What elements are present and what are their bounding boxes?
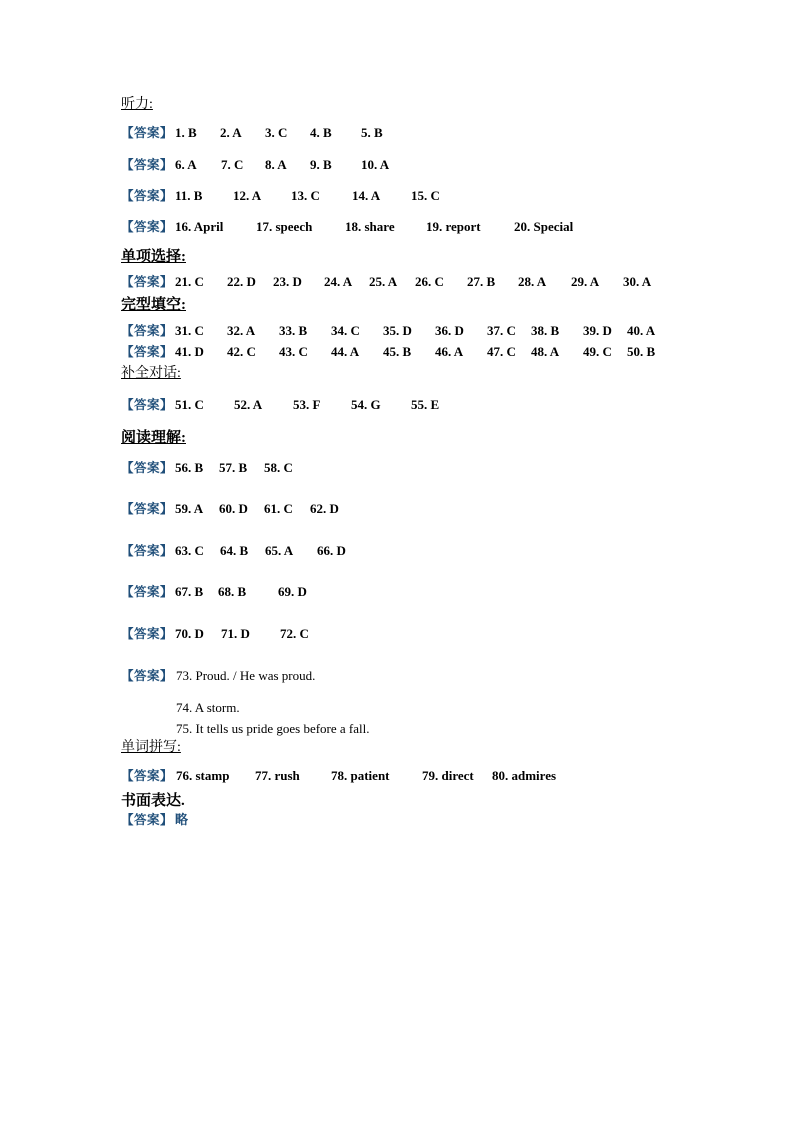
answer-item: 58. C	[264, 460, 293, 475]
answer-item: 17. speech	[256, 219, 313, 234]
answer-item: 60. D	[219, 501, 248, 516]
answer-item: 32. A	[227, 323, 256, 338]
answer-item: 18. share	[345, 219, 395, 234]
answer-tag: 【答案】	[121, 627, 174, 641]
answer-item: 20. Special	[514, 219, 574, 234]
section-listening-title: 听力:	[121, 97, 153, 112]
answer-text: 略	[175, 812, 189, 827]
answer-item: 36. D	[435, 323, 464, 338]
answer-tag: 【答案】	[121, 345, 174, 359]
section-dialogue-title: 补全对话:	[121, 366, 181, 381]
answer-item: 16. April	[175, 219, 224, 234]
answer-text: 74. A storm.	[176, 700, 240, 715]
answer-tag: 【答案】	[121, 158, 174, 172]
answer-item: 39. D	[583, 323, 612, 338]
answer-item: 67. B	[175, 584, 204, 599]
answer-item: 77. rush	[255, 768, 300, 783]
answer-tag: 【答案】	[121, 769, 174, 783]
answer-item: 34. C	[331, 323, 360, 338]
answer-item: 33. B	[279, 323, 308, 338]
answer-item: 14. A	[352, 188, 381, 203]
answer-item: 49. C	[583, 344, 612, 359]
answer-item: 80. admires	[492, 768, 557, 783]
answer-item: 7. C	[221, 157, 244, 172]
answer-item: 42. C	[227, 344, 256, 359]
answer-tag: 【答案】	[121, 544, 174, 558]
answer-item: 35. D	[383, 323, 412, 338]
answer-item: 48. A	[531, 344, 560, 359]
answer-item: 41. D	[175, 344, 204, 359]
answer-item: 2. A	[220, 125, 242, 140]
section-writing-title: 书面表达.	[121, 793, 185, 809]
answer-tag: 【答案】	[121, 275, 174, 289]
answer-tag: 【答案】	[121, 502, 174, 516]
answer-text: 75. It tells us pride goes before a fall.	[176, 721, 370, 736]
answer-item: 3. C	[265, 125, 288, 140]
answer-item: 37. C	[487, 323, 516, 338]
answer-item: 70. D	[175, 626, 204, 641]
answer-item: 25. A	[369, 274, 398, 289]
answer-item: 54. G	[351, 397, 381, 412]
answer-item: 76. stamp	[176, 768, 230, 783]
answer-item: 23. D	[273, 274, 302, 289]
answer-tag: 【答案】	[121, 324, 174, 338]
answer-item: 59. A	[175, 501, 204, 516]
answer-text: 73. Proud. / He was proud.	[176, 668, 316, 683]
answer-item: 40. A	[627, 323, 656, 338]
answer-item: 63. C	[175, 543, 204, 558]
answer-item: 68. B	[218, 584, 247, 599]
section-single-choice-title: 单项选择:	[121, 249, 186, 265]
answer-item: 21. C	[175, 274, 204, 289]
answer-item: 61. C	[264, 501, 293, 516]
answer-item: 78. patient	[331, 768, 390, 783]
answer-tag: 【答案】	[121, 669, 174, 683]
answer-item: 43. C	[279, 344, 308, 359]
answer-item: 11. B	[175, 188, 203, 203]
answer-item: 31. C	[175, 323, 204, 338]
answer-item: 53. F	[293, 397, 321, 412]
answer-item: 79. direct	[422, 768, 474, 783]
answer-item: 29. A	[571, 274, 600, 289]
section-spelling-title: 单词拼写:	[121, 740, 181, 755]
answer-item: 8. A	[265, 157, 287, 172]
answer-item: 52. A	[234, 397, 263, 412]
answer-item: 19. report	[426, 219, 481, 234]
answer-tag: 【答案】	[121, 126, 174, 140]
answer-item: 47. C	[487, 344, 516, 359]
answer-item: 26. C	[415, 274, 444, 289]
answer-item: 1. B	[175, 125, 197, 140]
answer-item: 28. A	[518, 274, 547, 289]
answer-tag: 【答案】	[121, 585, 174, 599]
answer-item: 46. A	[435, 344, 464, 359]
answer-item: 6. A	[175, 157, 197, 172]
answer-item: 4. B	[310, 125, 332, 140]
answer-item: 12. A	[233, 188, 262, 203]
answer-item: 45. B	[383, 344, 412, 359]
answer-item: 51. C	[175, 397, 204, 412]
answer-item: 22. D	[227, 274, 256, 289]
answer-item: 5. B	[361, 125, 383, 140]
answer-item: 71. D	[221, 626, 250, 641]
answer-tag: 【答案】	[121, 398, 174, 412]
answer-item: 15. C	[411, 188, 440, 203]
answer-item: 72. C	[280, 626, 309, 641]
answer-item: 9. B	[310, 157, 332, 172]
answer-item: 10. A	[361, 157, 390, 172]
answer-item: 62. D	[310, 501, 339, 516]
answer-item: 38. B	[531, 323, 560, 338]
answer-item: 66. D	[317, 543, 346, 558]
answer-item: 50. B	[627, 344, 656, 359]
answer-item: 44. A	[331, 344, 360, 359]
answer-item: 27. B	[467, 274, 496, 289]
answer-item: 65. A	[265, 543, 294, 558]
answer-item: 13. C	[291, 188, 320, 203]
answer-item: 56. B	[175, 460, 204, 475]
section-cloze-title: 完型填空:	[121, 297, 186, 313]
answer-item: 55. E	[411, 397, 440, 412]
answer-item: 24. A	[324, 274, 353, 289]
section-reading-title: 阅读理解:	[121, 430, 186, 446]
answer-tag: 【答案】	[121, 813, 174, 827]
answer-item: 30. A	[623, 274, 652, 289]
answer-item: 57. B	[219, 460, 248, 475]
answer-tag: 【答案】	[121, 220, 174, 234]
answer-item: 69. D	[278, 584, 307, 599]
answer-tag: 【答案】	[121, 189, 174, 203]
answer-item: 64. B	[220, 543, 249, 558]
answer-tag: 【答案】	[121, 461, 174, 475]
